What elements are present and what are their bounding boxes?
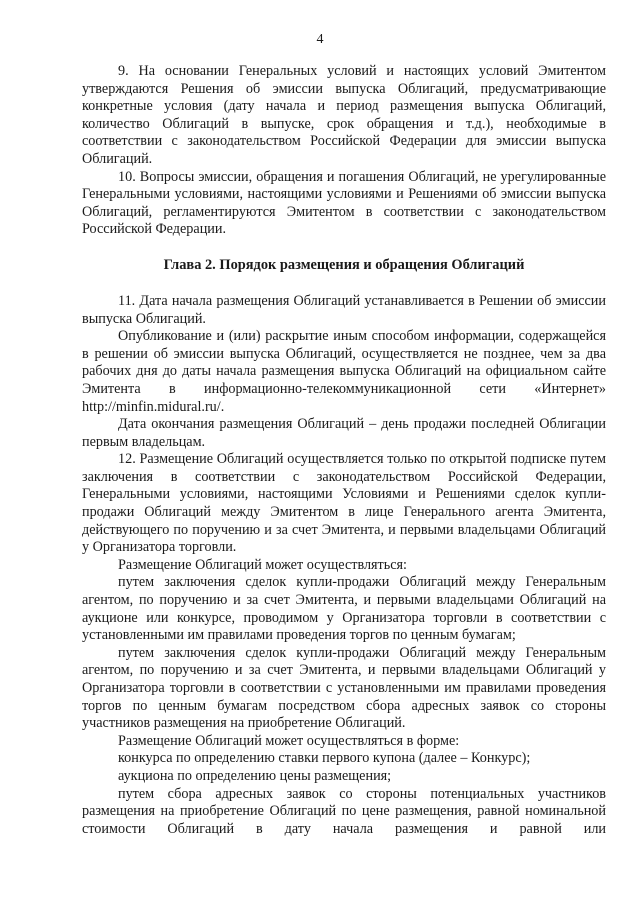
paragraph-end-date: Дата окончания размещения Облигаций – день продажи последней Облигации первым владельцам. xyxy=(82,416,606,450)
list-item-address-bids-method: путем заключения сделок купли-продажи Облигаций между Генеральным агентом, по поручению и за счет Эмитента, и первыми владельцами Облигаций у Организатора торговли в соответствии с установленными им правилами проведения торгов по ценным бумагам посредством сбора адресных заявок со стороны участников размещения на приобретение Облигаций. xyxy=(82,644,606,732)
paragraph-placement-methods: Размещение Облигаций может осуществляться: xyxy=(118,556,407,573)
paragraph-11: 11. Дата начала размещения Облигаций устанавливается в Решении об эмиссии выпуска Облигаций. xyxy=(82,292,606,327)
paragraph-publication: Опубликование и (или) раскрытие иным способом информации, содержащейся в решении об эмиссии выпуска Облигаций, осуществляется не позднее, чем за два рабочих дня до даты начала размещения выпуска Облигаций на официальном сайте Эмитента в информационно-телекоммуникационной сети «Интернет» http://minfin.midural.ru/. xyxy=(82,328,606,415)
paragraph-9: 9. На основании Генеральных условий и настоящих условий Эмитентом утверждаются Решения об эмиссии выпуска Облигаций, предусматривающие конкретные условия (дату начала и период размещения выпуска Облигаций, количество Облигаций в выпуске, срок обращения и т.д.), необходимые в соответствии с законодательством Российской Федерации для эмиссии выпуска Облигаций. xyxy=(82,63,606,167)
list-item-address-bids: путем сбора адресных заявок со стороны потенциальных участников размещения на приобретение Облигаций по цене размещения, равной номинальной стоимости Облигаций в дату начала размещения и равной или xyxy=(82,785,606,837)
paragraph-10: 10. Вопросы эмиссии, обращения и погашения Облигаций, не урегулированные Генеральными условиями, настоящими условиями и Решениями об эмиссии выпуска Облигаций, регламентируются Эмитентом в соответствии с законодательством Российской Федерации. xyxy=(82,168,606,238)
list-item-contest: конкурса по определению ставки первого купона (далее – Конкурс); xyxy=(118,750,531,767)
list-item-auction-method: путем заключения сделок купли-продажи Облигаций между Генеральным агентом, по поручению и за счет Эмитента, и первыми владельцами Облигаций на аукционе или конкурсе, проводимом у Организатора торговли в соответствии с установленными им правилами проведения торгов по ценным бумагам; xyxy=(82,574,606,644)
chapter-heading: Глава 2. Порядок размещения и обращения Облигаций xyxy=(163,256,525,273)
paragraph-12: 12. Размещение Облигаций осуществляется только по открытой подписке путем заключения в соответствии с законодательством Российской Федерации, Генеральными условиями, настоящими Условиями и Решениями сделок купли-продажи Облигаций между Эмитентом в лице Генерального агента Эмитента, действующего по поручению и за счет Эмитента, и первыми владельцами Облигаций у Организатора торговли. xyxy=(82,451,606,556)
page-number: 4 xyxy=(316,32,324,47)
list-item-auction: аукциона по определению цены размещения; xyxy=(118,767,392,784)
paragraph-placement-forms: Размещение Облигаций может осуществляться в форме: xyxy=(118,732,460,749)
document-body xyxy=(82,63,606,838)
